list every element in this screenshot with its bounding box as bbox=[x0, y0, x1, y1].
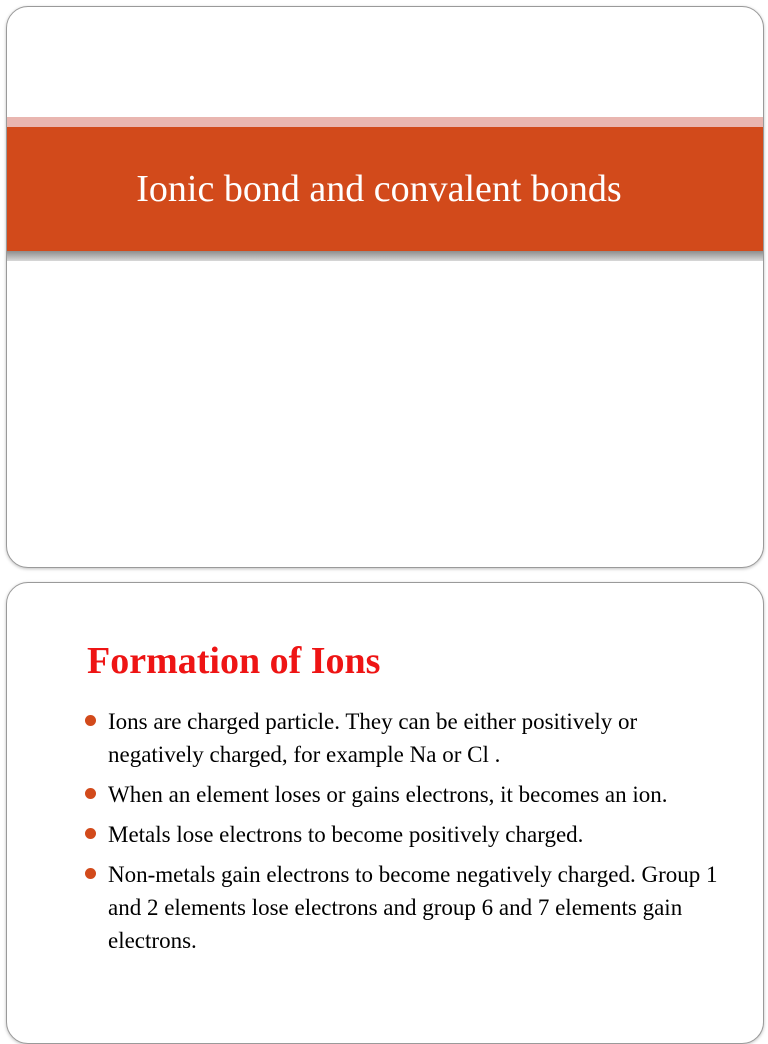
bullet-dot-icon bbox=[85, 868, 96, 879]
bullet-text: Ions are charged particle. They can be either positively or negatively charged, for example Na or Cl . bbox=[108, 709, 638, 767]
bullet-item bbox=[77, 705, 727, 771]
bullet-list bbox=[77, 705, 727, 964]
bullet-text: When an element loses or gains electrons, it becomes an ion. bbox=[108, 782, 668, 807]
content-slide bbox=[6, 582, 764, 1044]
bullet-item bbox=[77, 818, 727, 851]
bullet-item bbox=[77, 858, 727, 957]
slide-title: Ionic bond and convalent bonds bbox=[136, 168, 622, 210]
bullet-text: Metals lose electrons to become positively charged. bbox=[108, 822, 584, 847]
bullet-dot-icon bbox=[85, 788, 96, 799]
bullet-item bbox=[77, 778, 727, 811]
title-slide bbox=[6, 6, 764, 568]
bullet-dot-icon bbox=[85, 715, 96, 726]
bullet-dot-icon bbox=[85, 828, 96, 839]
title-band-shadow bbox=[7, 251, 763, 261]
bullet-text: Non-metals gain electrons to become negatively charged. Group 1 and 2 elements lose electrons and group 6 and 7 elements gain electrons. bbox=[108, 862, 718, 953]
title-band-highlight bbox=[7, 117, 763, 127]
slide-heading: Formation of Ions bbox=[87, 640, 381, 682]
